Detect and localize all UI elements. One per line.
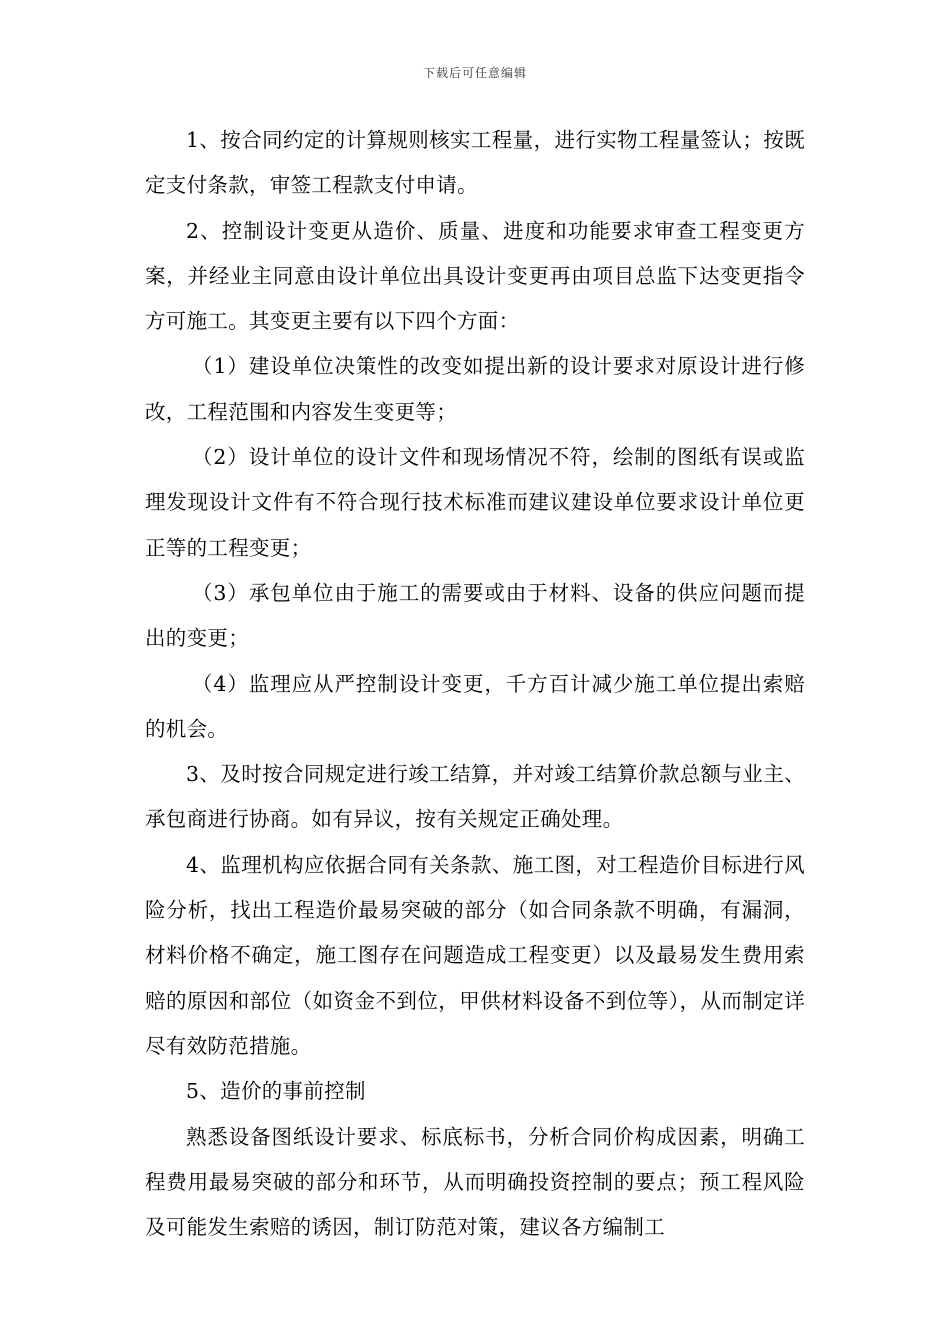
paragraph-subitem-3: （3）承包单位由于施工的需要或由于材料、设备的供应问题而提出的变更； [145, 580, 805, 651]
paragraph-subitem-4: （4）监理应从严控制设计变更，千方百计减少施工单位提出索赔的机会。 [145, 671, 805, 741]
page-header-note: 下载后可任意编辑 [422, 66, 527, 80]
paragraph-item-2: 2、控制设计变更从造价、质量、进度和功能要求审查工程变更方案，并经业主同意由设计单位出具设计变更再由项目总监下达变更指令方可施工。其变更主要有以下四个方面： [145, 218, 805, 334]
document-body [145, 118, 805, 1250]
paragraph-item-4: 4、监理机构应依据合同有关条款、施工图，对工程造价目标进行风险分析，找出工程造价最易突破的部分（如合同条款不明确，有漏洞，材料价格不确定，施工图存在问题造成工程变更）以及最易发生费用索赔的原因和部位（如资金不到位，甲供材料设备不到位等），从而制定详尽有效防范措施。 [145, 852, 805, 1058]
paragraph-item-5-heading: 5、造价的事前控制 [186, 1079, 366, 1104]
paragraph-subitem-2: （2）设计单位的设计文件和现场情况不符，绘制的图纸有误或监理发现设计文件有不符合现行技术标准而建议建设单位要求设计单位更正等的工程变更； [145, 445, 805, 560]
paragraph-item-3: 3、及时按合同规定进行竣工结算，并对竣工结算价款总额与业主、承包商进行协商。如有异议，按有关规定正确处理。 [145, 762, 805, 832]
paragraph-subitem-1: （1）建设单位决策性的改变如提出新的设计要求对原设计进行修改，工程范围和内容发生变更等； [145, 354, 805, 424]
paragraph-item-5-body: 熟悉设备图纸设计要求、标底标书，分析合同价构成因素，明确工程费用最易突破的部分和环节，从而明确投资控制的要点；预工程风险及可能发生索赔的诱因，制订防范对策，建议各方编制工 [145, 1124, 805, 1240]
paragraph-item-1: 1、按合同约定的计算规则核实工程量，进行实物工程量签认；按既定支付条款，审签工程款支付申请。 [145, 128, 805, 198]
